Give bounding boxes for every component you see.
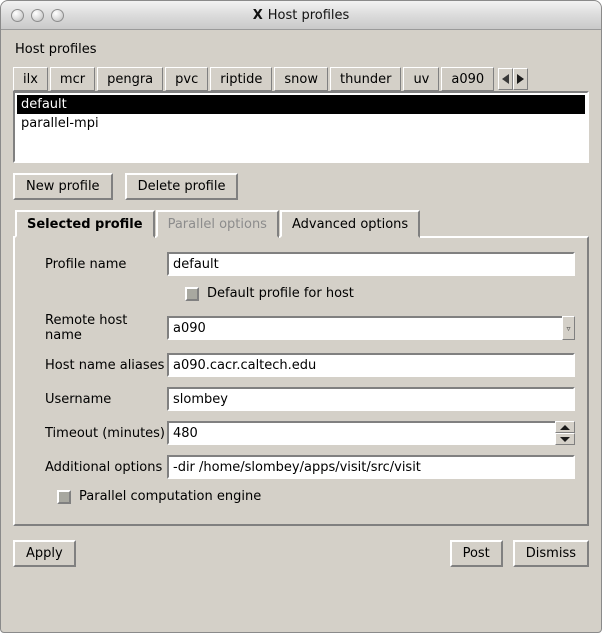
window-content bbox=[1, 30, 601, 632]
x-app-icon: X bbox=[252, 7, 263, 23]
host-aliases-field-wrap bbox=[167, 353, 575, 377]
host-tab-snow[interactable]: snow bbox=[274, 67, 328, 91]
tab-scroll-left-button[interactable] bbox=[498, 68, 513, 90]
profile-actions bbox=[13, 173, 589, 200]
list-item[interactable]: parallel-mpi bbox=[21, 116, 99, 131]
footer-actions bbox=[13, 540, 589, 567]
triangle-right-icon bbox=[517, 74, 524, 84]
profile-name-field-wrap bbox=[167, 252, 575, 276]
timeout-row bbox=[27, 421, 575, 445]
username-input[interactable]: slombey bbox=[167, 387, 575, 411]
window-title bbox=[1, 8, 601, 23]
host-tab-mcr[interactable]: mcr bbox=[50, 67, 95, 91]
timeout-stepper[interactable] bbox=[555, 421, 575, 445]
host-tab-strip bbox=[13, 65, 589, 91]
profile-name-input[interactable]: default bbox=[167, 252, 575, 276]
username-label: Username bbox=[45, 391, 112, 407]
panel-tab-strip bbox=[15, 210, 589, 238]
remote-host-label: Remote host name bbox=[45, 313, 128, 343]
parallel-engine-checkbox[interactable] bbox=[57, 490, 71, 504]
host-tab-ilx[interactable]: ilx bbox=[13, 67, 48, 91]
host-tab-thunder[interactable]: thunder bbox=[330, 67, 401, 91]
triangle-left-icon bbox=[502, 74, 509, 84]
triangle-down-icon bbox=[560, 437, 570, 442]
tab-selected-profile[interactable]: Selected profile bbox=[15, 210, 155, 238]
host-tab-a090[interactable]: a090 bbox=[441, 67, 494, 91]
list-item[interactable]: default bbox=[17, 95, 585, 114]
profile-name-row bbox=[27, 252, 575, 276]
host-tab-pengra[interactable]: pengra bbox=[97, 67, 163, 91]
profile-name-label: Profile name bbox=[45, 256, 127, 272]
host-tab-riptide[interactable]: riptide bbox=[210, 67, 272, 91]
tab-parallel-options: Parallel options bbox=[156, 210, 279, 238]
timeout-label: Timeout (minutes) bbox=[45, 425, 166, 441]
host-tab-uv[interactable]: uv bbox=[403, 67, 439, 91]
additional-options-input[interactable]: -dir /home/slombey/apps/visit/src/visit bbox=[167, 455, 575, 479]
host-aliases-input[interactable]: a090.cacr.caltech.edu bbox=[167, 353, 575, 377]
default-profile-checkbox-row[interactable] bbox=[185, 286, 575, 301]
additional-options-field-wrap bbox=[167, 455, 575, 479]
zoom-button[interactable] bbox=[51, 9, 64, 22]
username-field-wrap bbox=[167, 387, 575, 411]
host-tab-pvc[interactable]: pvc bbox=[165, 67, 208, 91]
remote-host-dropdown-icon[interactable]: ▿ bbox=[562, 316, 575, 340]
host-aliases-label: Host name aliases bbox=[45, 357, 165, 373]
username-row bbox=[27, 387, 575, 411]
remote-host-field-wrap bbox=[167, 316, 575, 340]
default-profile-checkbox-label: Default profile for host bbox=[207, 286, 354, 301]
parallel-engine-checkbox-row[interactable] bbox=[57, 489, 575, 504]
close-button[interactable] bbox=[11, 9, 24, 22]
dismiss-button[interactable]: Dismiss bbox=[513, 540, 589, 567]
remote-host-row bbox=[27, 313, 575, 343]
parallel-engine-checkbox-label: Parallel computation engine bbox=[79, 489, 262, 504]
selected-profile-panel bbox=[13, 236, 589, 526]
profile-list[interactable] bbox=[13, 91, 589, 163]
post-button[interactable]: Post bbox=[450, 540, 503, 567]
additional-options-row bbox=[27, 455, 575, 479]
additional-options-label: Additional options bbox=[45, 459, 163, 475]
default-profile-checkbox[interactable] bbox=[185, 287, 199, 301]
delete-profile-button[interactable]: Delete profile bbox=[125, 173, 239, 200]
timeout-field-wrap bbox=[167, 421, 575, 445]
timeout-increment-button[interactable] bbox=[555, 421, 575, 433]
host-profiles-label: Host profiles bbox=[15, 42, 97, 57]
window-titlebar bbox=[1, 1, 601, 30]
new-profile-button[interactable]: New profile bbox=[13, 173, 113, 200]
remote-host-input[interactable]: a090 bbox=[167, 316, 575, 340]
triangle-up-icon bbox=[560, 425, 570, 430]
window-title-text: Host profiles bbox=[267, 7, 350, 23]
tab-advanced-options[interactable]: Advanced options bbox=[280, 210, 420, 238]
timeout-decrement-button[interactable] bbox=[555, 433, 575, 445]
apply-button[interactable]: Apply bbox=[13, 540, 76, 567]
host-aliases-row bbox=[27, 353, 575, 377]
tab-scroll-right-button[interactable] bbox=[513, 68, 528, 90]
timeout-input[interactable]: 480 bbox=[167, 421, 575, 445]
footer-right-actions bbox=[450, 540, 589, 567]
window-controls bbox=[11, 9, 64, 22]
minimize-button[interactable] bbox=[31, 9, 44, 22]
tab-scroll-controls bbox=[498, 67, 528, 91]
